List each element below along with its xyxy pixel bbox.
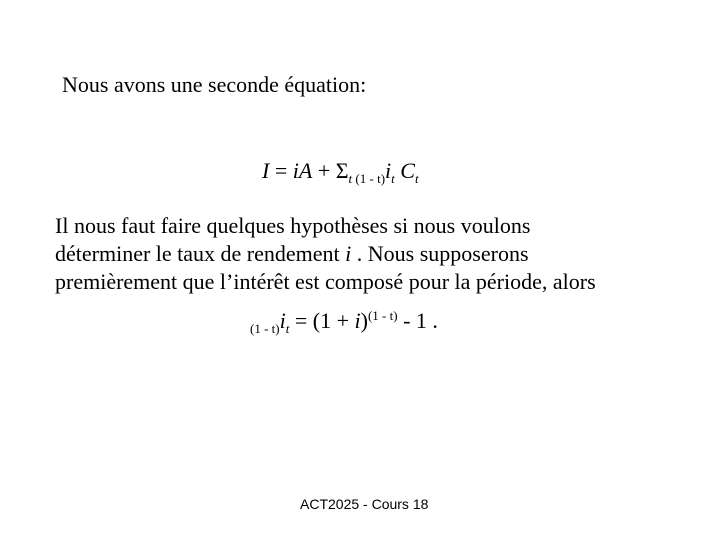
eq1-i: i: [292, 158, 299, 183]
eq2-close: ): [360, 308, 368, 333]
eq1-equals: =: [269, 158, 293, 183]
eq2-equals: = (1 +: [289, 308, 355, 333]
eq2-presub: (1 - t): [250, 321, 280, 336]
eq2-sup: (1 - t): [367, 308, 398, 323]
paragraph-line-2-before: déterminer le taux de rendement: [55, 241, 346, 266]
paragraph-line-1: Il nous faut faire quelques hypothèses si nous voulons: [55, 213, 531, 238]
intro-text: Nous avons une seconde équation:: [62, 72, 367, 97]
eq1-lhs: I: [262, 158, 270, 183]
eq1-i2: i: [385, 158, 392, 183]
paragraph-line-2-var: i: [345, 241, 352, 266]
paragraph-line-3: premièrement que l’intérêt est composé pour la période, alors: [55, 269, 596, 294]
eq1-sub-t3: t: [414, 171, 419, 186]
footer-text: ACT2025 - Cours 18: [300, 496, 429, 512]
eq1-sub-t: t: [348, 171, 353, 186]
equation-1: [262, 158, 419, 187]
eq2-rest: - 1 .: [397, 308, 438, 333]
eq1-c: C: [394, 158, 415, 183]
eq1-plus-sigma: + Σ: [312, 158, 349, 183]
equation-2: [250, 308, 438, 337]
eq1-a: A: [298, 158, 313, 183]
paragraph-line-2-after: . Nous supposerons: [351, 241, 529, 266]
eq2-sub-t: t: [285, 321, 290, 336]
paragraph: [55, 212, 596, 296]
eq2-i: i: [279, 308, 286, 333]
eq2-i2: i: [354, 308, 361, 333]
eq1-sub-t2: t: [391, 171, 395, 186]
paragraph-line-2: [55, 240, 596, 268]
eq1-presub: (1 - t): [352, 171, 386, 186]
